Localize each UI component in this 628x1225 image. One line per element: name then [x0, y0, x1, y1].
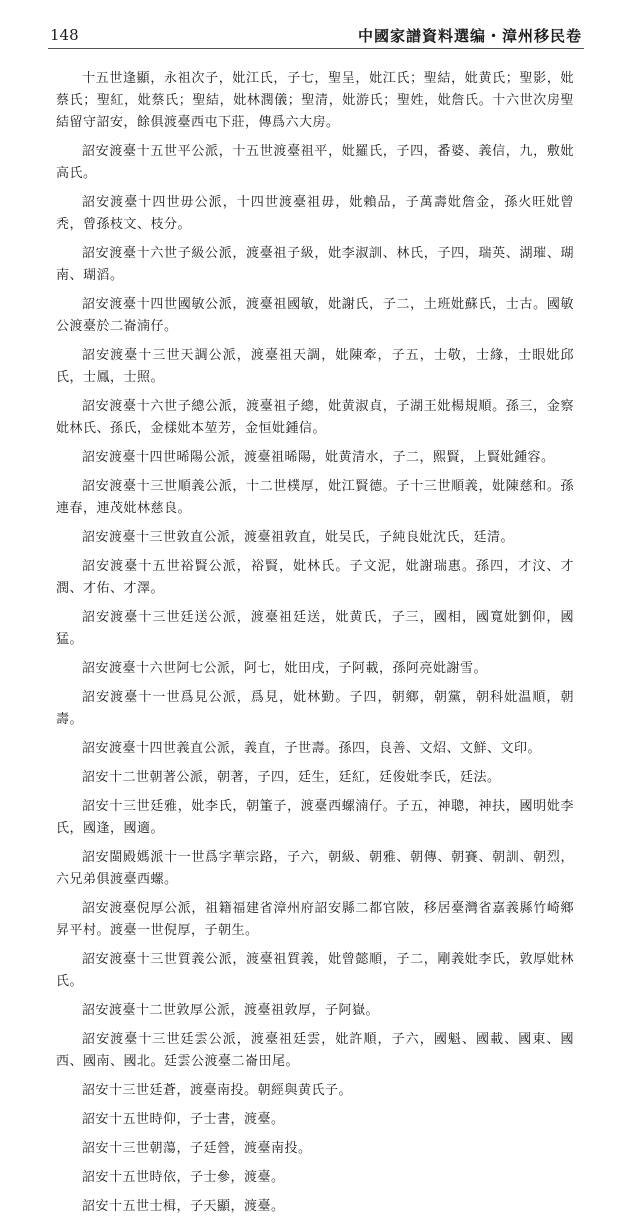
- paragraph: 詔安閩殿媽派十一世爲字華宗路，子六，朝級、朝雅、朝傳、朝賽、朝訓、朝烈，六兄弟俱渡臺西螺。: [56, 850, 574, 887]
- paragraph: 詔安十三世廷雅，妣李氏，朝箽子，渡臺西螺湳仔。子五，神聰，神扶，國明妣李氏，國逢，國適。: [56, 799, 574, 836]
- paragraph: 詔安渡臺十三世質義公派，渡臺祖質義，妣曾懿順，子二，剛義妣李氏，敦厚妣林氏。: [56, 952, 574, 989]
- paragraph: 詔安渡臺十四世毋公派，十四世渡臺祖毋，妣賴品，子萬壽妣詹金，孫火旺妣曾秃，曾孫枝文、枝分。: [56, 195, 574, 232]
- page-number: 148: [50, 26, 79, 44]
- paragraph: 詔安渡臺十四世義直公派，義直，子世壽。孫四，良善、文炤、文鮮、文印。: [82, 741, 542, 756]
- paragraph: 詔安渡臺十四世晞陽公派，渡臺祖晞陽，妣黄清水，子二，熙賢，上賢妣鍾容。: [82, 450, 555, 465]
- paragraph: 詔安渡臺十六世子級公派，渡臺祖子級，妣李淑訓、林氏，子四，瑞英、湖璀、瑚南、瑚滔。: [56, 246, 574, 283]
- page-header: [48, 22, 584, 49]
- paragraph: 詔安渡臺十六世阿七公派，阿七，妣田戌，子阿載，孫阿亮妣謝雪。: [82, 661, 488, 676]
- paragraph: 詔安渡臺十三世廷雲公派，渡臺祖廷雲，妣許順，子六，國魁、國載、國東、國西、國南、國北。廷雲公渡臺二崙田尾。: [56, 1032, 574, 1069]
- paragraph: 詔安十三世廷蒼，渡臺南投。朝經與黄氏子。: [82, 1083, 353, 1098]
- paragraph: 詔安渡臺十一世爲見公派，爲見，妣林勤。子四，朝鄉，朝黨，朝科妣温順，朝壽。: [56, 690, 574, 727]
- paragraph: 詔安渡臺倪厚公派，祖籍福建省漳州府詔安縣二都官陂，移居臺灣省嘉義縣竹崎鄉昇平村。渡臺一世倪厚，子朝生。: [56, 901, 574, 938]
- paragraph: 詔安渡臺十六世子總公派，渡臺祖子總，妣黄淑貞，子湖王妣楊規順。孫三，金察妣林氏、孫氏，金樣妣本堃芳，金恒妣鍾信。: [56, 399, 574, 436]
- paragraph: 詔安十二世朝著公派，朝著，子四，廷生，廷紅，廷俊妣李氏，廷法。: [82, 770, 501, 785]
- paragraph: 詔安十五世時依，子士參，渡臺。: [82, 1170, 285, 1185]
- page-body: [56, 68, 574, 1225]
- paragraph: 詔安渡臺十五世平公派，十五世渡臺祖平，妣羅氏，子四，番婆、義信，九，敷妣高氏。: [56, 144, 574, 181]
- paragraph: 詔安渡臺十三世順義公派，十二世樸厚，妣江賢德。子十三世順義，妣陳慈和。孫連春，連茂妣林慈良。: [56, 479, 574, 516]
- paragraph: 詔安十五世時仰，子士書，渡臺。: [82, 1112, 285, 1127]
- paragraph: 詔安渡臺十四世國敏公派，渡臺祖國敏，妣謝氏，子二，土班妣蘇氏，士古。國敏公渡臺於二崙湳仔。: [56, 297, 574, 334]
- paragraph: 十五世逢顯，永祖次子，妣江氏，子七，聖呈，妣江氏；聖結，妣黄氏；聖影，妣蔡氏；聖紅，妣蔡氏；聖結，妣林潤儀；聖清，妣游氏；聖姓，妣詹氏。十六世次房聖結留守詔安，餘俱渡臺西屯下莊，傳爲六大房。: [56, 71, 574, 130]
- paragraph: 詔安十三世朝蕩，子廷營，渡臺南投。: [82, 1141, 312, 1156]
- paragraph: 詔安渡臺十三世天調公派，渡臺祖天調，妣陳牽，子五，士敬，士緣，士眼妣邱氏，士鳳，士照。: [56, 348, 574, 385]
- paragraph: 詔安渡臺十二世敦厚公派，渡臺祖敦厚，子阿嶽。: [82, 1003, 380, 1018]
- paragraph: 詔安渡臺十五世裕賢公派，裕賢，妣林氏。子文泥，妣謝瑞惠。孫四，才汶、才潤、才佑、才澤。: [56, 559, 574, 596]
- paragraph: 詔安渡臺十三世廷送公派，渡臺祖廷送，妣黄氏，子三，國相，國寬妣劉仰，國猛。: [56, 610, 574, 647]
- paragraph: 詔安十五世士楫，子天顯，渡臺。: [82, 1199, 285, 1214]
- paragraph: 詔安渡臺十三世敦直公派，渡臺祖敦直，妣吴氏，子純良妣沈氏，廷清。: [82, 530, 515, 545]
- running-head: 中國家譜資料選编・漳州移民卷: [357, 27, 582, 45]
